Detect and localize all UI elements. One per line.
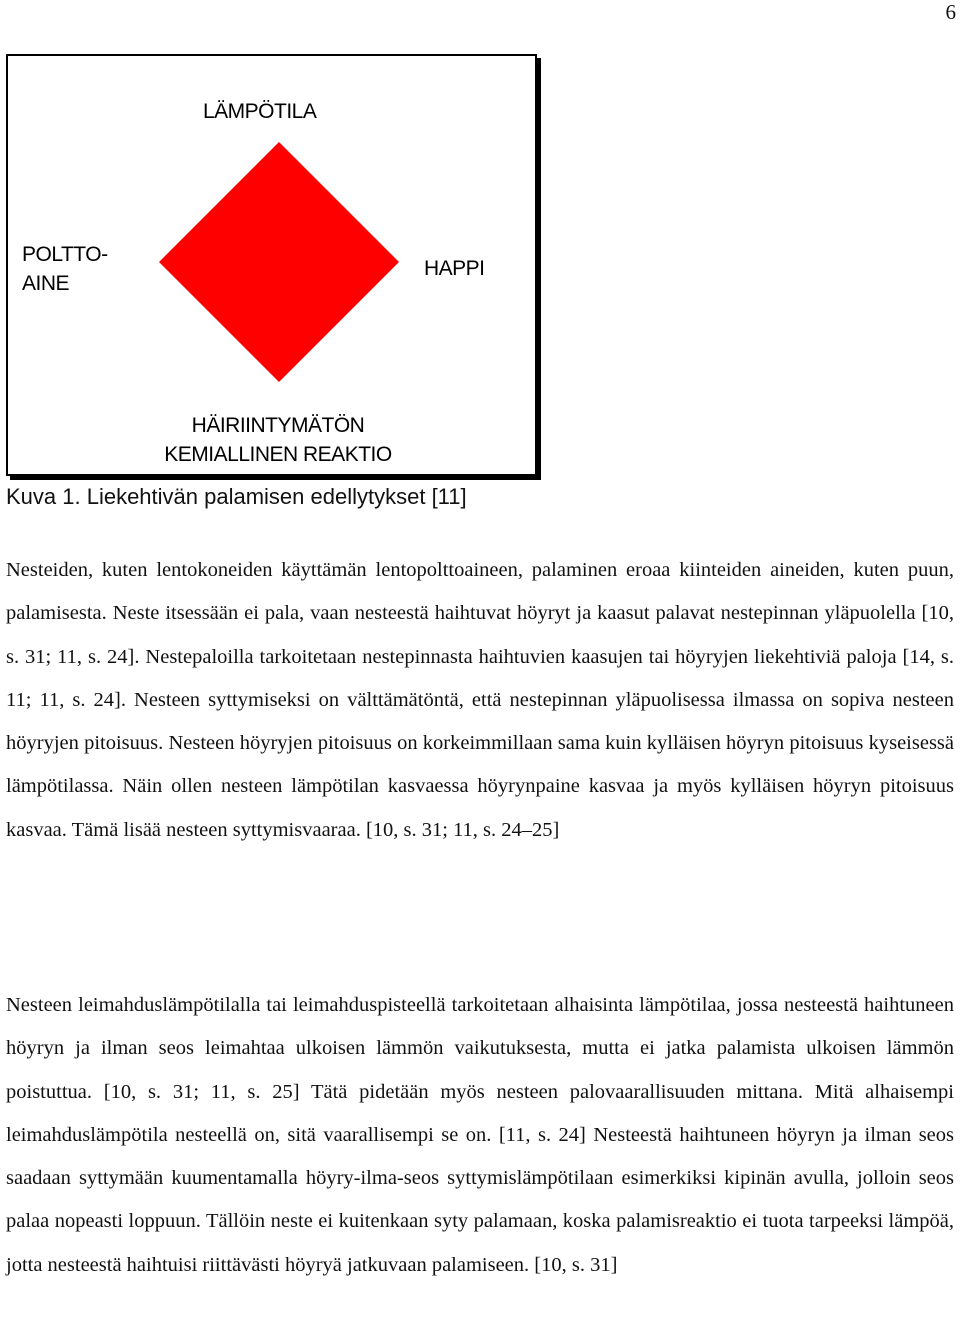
- label-fuel-line2: AINE: [22, 272, 70, 295]
- figure-caption: Kuva 1. Liekehtivän palamisen edellytykset [11]: [6, 484, 467, 509]
- paragraph-flash-point: Nesteen leimahduslämpötilalla tai leimahduspisteellä tarkoitetaan alhaisinta lämpötilaa, jossa nesteestä haihtuneen höyryn ja ilman seos leimahtaa ulkoisen lämmön vaikutuksesta, mutta ei jatka palamista ulkoisen lämmön poistuttua. [10, s. 31; 11, s. 25] Tätä pidetään myös nesteen palovaarallisuuden mittana. Mitä alhaisempi leimahduslämpötila nesteellä on, sitä vaarallisempi se on. [11, s. 24] Nesteestä haihtuneen höyryn ja ilman seos saadaan syttymään kuumentamalla höyry-ilma-seos syttymislämpötilaan esimerkiksi kipinän avulla, jolloin seos palaa nopeasti loppuun. Tällöin neste ei kuitenkaan syty palamaan, koska palamisreaktio ei tuota tarpeeksi lämpöä, jotta nesteestä haihtuisi riittävästi höyryä jatkuvaan palamiseen. [10, s. 31]: [6, 994, 954, 1276]
- diamond-shape: [159, 142, 399, 382]
- label-fuel: [22, 240, 152, 298]
- label-fuel-line1: POLTTO-: [22, 243, 108, 266]
- fire-tetrahedron-figure: [6, 54, 537, 476]
- label-chain-reaction-line1: HÄIRIINTYMÄTÖN: [191, 414, 365, 437]
- label-chain-reaction: [128, 411, 428, 469]
- red-diamond: [157, 140, 401, 384]
- label-chain-reaction-line2: KEMIALLINEN REAKTIO: [164, 443, 392, 466]
- label-oxygen: HAPPI: [424, 257, 485, 280]
- page-number: 6: [945, 0, 956, 24]
- paragraph-liquid-fires: Nesteiden, kuten lentokoneiden käyttämän lentopolttoaineen, palaminen eroaa kiinteiden aineiden, kuten puun, palamisesta. Neste itsessään ei pala, vaan nesteestä haihtuvat höyryt ja kaasut palavat nestepinnan yläpuolella [10, s. 31; 11, s. 24]. Nestepaloilla tarkoitetaan nestepinnasta haihtuvien kaasujen tai höyryjen liekehtiviä paloja [14, s. 11; 11, s. 24]. Nesteen syttymiseksi on välttämätöntä, että nestepinnan yläpuolisessa ilmassa on sopiva nesteen höyryjen pitoisuus. Nesteen höyryjen pitoisuus on korkeimmillaan sama kuin kylläisen höyryn pitoisuus kyseisessä lämpötilassa. Näin ollen nesteen lämpötilan kasvaessa höyrynpaine kasvaa ja myös kylläisen höyryn pitoisuus kasvaa. Tämä lisää nesteen syttymisvaaraa. [10, s. 31; 11, s. 24–25]: [6, 559, 954, 841]
- label-temperature: LÄMPÖTILA: [203, 100, 317, 123]
